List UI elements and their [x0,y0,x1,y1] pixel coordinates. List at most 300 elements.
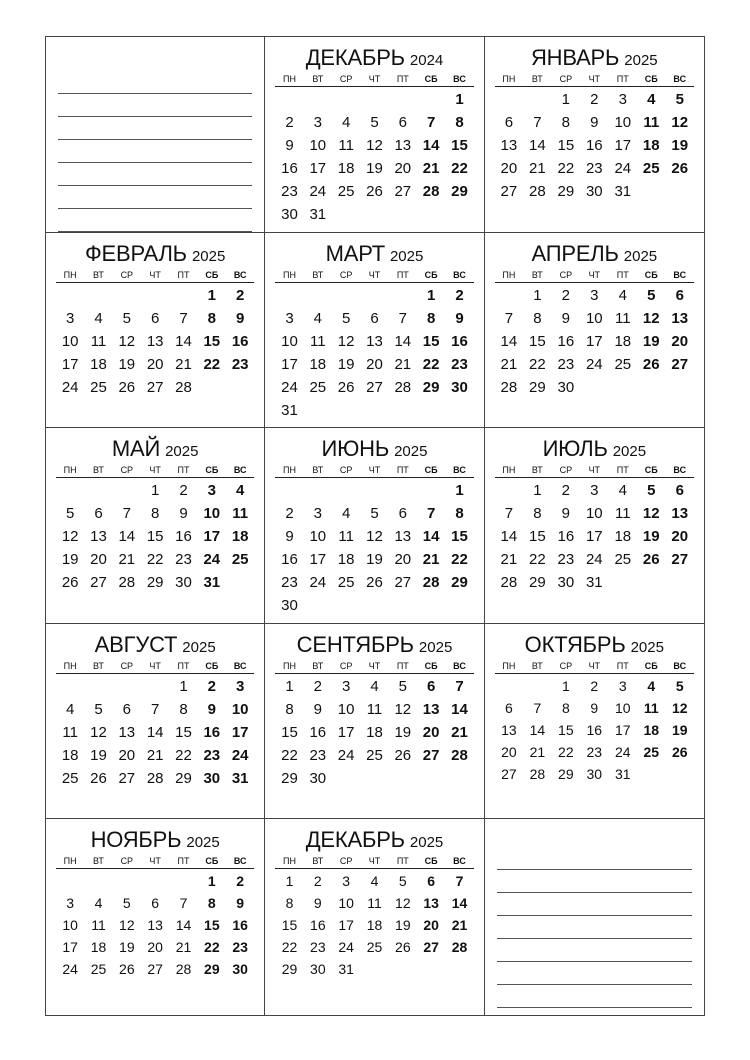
weekday-header: ЧТ [588,465,601,476]
day: 6 [504,114,514,131]
day: 15 [557,137,575,154]
weekday-header: ВТ [531,74,543,84]
day: 1 [179,677,188,695]
day: 16 [281,160,298,177]
day: 29 [146,574,164,592]
day: 3 [285,309,294,327]
weekday-header: ПН [283,269,296,280]
empty-day [56,675,84,698]
month-block [275,434,473,617]
day-grid [275,870,473,980]
day: 29 [529,574,546,592]
day: 31 [615,765,631,782]
empty-day [113,284,141,307]
empty-day [389,88,417,111]
weekend-day: 12 [642,309,660,327]
empty-day [56,870,84,892]
day: 6 [122,700,131,718]
day: 6 [370,309,379,327]
day: 30 [310,961,326,978]
weekend-day: 5 [647,286,656,304]
month-cell [46,428,265,624]
month-title [495,630,694,660]
weekend-day: 18 [231,528,249,546]
day: 16 [175,528,192,546]
day: 14 [394,332,412,350]
weekend-day: 12 [671,114,689,131]
day: 1 [561,91,570,108]
month-year: 2025 [612,443,647,461]
day: 4 [313,309,322,327]
note-line [58,186,252,209]
month-name: ФЕВРАЛЬ [85,240,187,266]
weekday-header: ВС [453,856,466,867]
day: 14 [529,137,546,154]
weekend-day: 11 [232,505,249,523]
empty-day [495,284,523,307]
day: 14 [529,721,546,738]
day: 11 [615,505,631,523]
month-block [56,825,254,980]
day: 23 [281,183,298,200]
weekday-header: ПТ [396,74,409,84]
day: 1 [533,482,542,500]
day: 12 [61,528,79,546]
day: 25 [614,355,632,373]
day: 8 [533,505,542,523]
day: 17 [337,723,355,741]
day: 26 [366,183,383,200]
weekday-header: ПТ [396,465,409,476]
day: 26 [366,574,383,592]
month-title [275,43,473,73]
day: 4 [618,482,627,500]
month-name: ОКТЯБРЬ [524,631,626,657]
day: 6 [398,505,407,523]
weekday-header-row [275,269,473,283]
day-grid [495,88,694,203]
weekday-header-row [56,660,254,674]
day: 19 [395,917,411,934]
empty-day [141,284,169,307]
month-block [495,239,694,399]
day: 21 [529,160,546,177]
weekend-day: 28 [451,746,468,764]
day: 15 [529,528,546,546]
weekend-day: 9 [236,895,245,912]
weekend-day: 28 [422,574,440,592]
day: 16 [586,721,603,738]
day: 13 [394,528,412,546]
weekday-header: ВС [453,660,466,671]
weekday-header: ВТ [93,660,104,671]
day: 6 [151,895,160,912]
weekend-day: 13 [671,309,689,327]
weekend-day: 8 [207,895,216,912]
weekend-day: 16 [203,723,221,741]
empty-day [360,479,388,502]
weekend-day: 6 [675,482,684,500]
weekday-header: СР [339,856,353,867]
empty-day [169,870,197,892]
weekday-header: СБ [205,465,219,476]
weekend-day: 22 [451,160,468,177]
empty-day [417,479,445,502]
weekend-day: 1 [207,286,216,304]
day: 9 [561,309,570,327]
empty-day [360,88,388,111]
day: 13 [366,332,383,350]
empty-day [84,870,112,892]
empty-day [84,675,112,698]
day: 22 [146,551,164,569]
day: 19 [119,939,135,956]
day: 30 [586,765,603,782]
day: 23 [310,939,326,956]
day: 17 [585,332,603,350]
empty-day [56,284,84,307]
day: 5 [370,114,379,131]
day: 17 [61,355,79,373]
day: 13 [118,723,136,741]
day: 4 [341,505,351,523]
day: 23 [585,160,603,177]
weekend-day: 30 [232,961,248,978]
day: 7 [122,505,131,523]
day: 5 [122,895,131,912]
day-grid [275,284,473,422]
day: 14 [118,528,136,546]
weekday-header: ПН [502,269,516,280]
day: 27 [501,765,517,782]
day: 17 [585,528,603,546]
calendar-grid [45,36,705,1016]
day: 27 [366,378,383,396]
weekend-day: 17 [203,528,221,546]
day: 21 [118,551,136,569]
weekend-day: 18 [643,721,660,738]
day: 11 [366,700,383,718]
day: 18 [337,551,355,569]
day: 10 [281,332,298,350]
weekend-day: 1 [207,873,216,890]
weekday-header: ВС [673,269,687,280]
day: 28 [394,378,412,396]
day: 3 [590,286,599,304]
day: 7 [179,895,188,912]
weekday-header: ВС [233,269,247,280]
day: 3 [313,505,322,523]
month-name: МАРТ [325,240,385,266]
weekday-header: ПН [283,465,296,476]
weekday-header: ВТ [93,856,104,867]
weekday-header: ЧТ [368,74,381,84]
weekend-day: 26 [671,160,689,177]
empty-day [389,284,417,307]
day: 25 [614,551,632,569]
day: 4 [370,873,379,890]
weekday-header: ПТ [177,856,190,867]
day: 22 [558,743,574,760]
day: 13 [90,528,107,546]
day: 14 [175,332,192,350]
empty-day [84,284,112,307]
month-block [275,43,473,226]
weekend-day: 2 [235,286,245,304]
weekend-day: 2 [236,873,245,890]
weekday-header: СБ [424,660,438,671]
day: 26 [90,769,107,787]
weekend-day: 16 [232,917,248,934]
day: 24 [615,743,631,760]
day: 28 [529,183,546,200]
note-line [497,893,692,916]
month-year: 2025 [624,52,658,69]
day: 2 [285,114,294,131]
weekend-day: 14 [451,895,468,912]
weekend-day: 13 [423,895,439,912]
day: 21 [146,746,164,764]
day: 6 [504,699,513,716]
weekend-day: 13 [422,700,440,718]
day: 29 [558,765,574,782]
day: 24 [309,183,327,200]
weekday-header: ПН [283,856,296,867]
day: 8 [150,505,160,523]
day-grid [56,284,254,399]
note-line [58,209,252,232]
empty-day [113,870,141,892]
weekend-day: 21 [422,160,440,177]
day: 20 [366,355,383,373]
month-cell [46,624,265,820]
weekday-header: СР [339,74,353,84]
empty-day [113,675,141,698]
day: 25 [90,961,107,978]
month-cell [485,624,704,820]
weekday-header: ВТ [93,465,104,476]
month-name: ИЮНЬ [321,436,390,462]
day: 20 [501,743,517,760]
day: 28 [118,574,136,592]
month-year: 2025 [630,638,664,656]
day-grid [275,479,473,617]
weekend-day: 8 [426,309,436,327]
weekday-header: ПН [283,74,296,84]
weekend-day: 23 [232,939,248,956]
empty-day [141,870,169,892]
weekend-day: 1 [455,91,464,108]
weekend-day: 27 [671,355,689,373]
day: 11 [91,917,106,934]
weekday-header-row [495,660,694,674]
day: 24 [309,574,327,592]
empty-day [169,284,197,307]
month-year: 2024 [409,52,444,69]
day: 10 [61,332,79,350]
month-cell [46,233,265,429]
weekday-header: СБ [205,660,219,671]
month-year: 2025 [191,247,226,265]
weekend-day: 1 [455,482,464,500]
empty-day [332,479,360,502]
day: 27 [147,961,163,978]
weekday-header: СР [559,465,573,476]
day: 24 [62,961,78,978]
day-grid [56,870,254,980]
day: 8 [561,114,570,131]
weekday-header-row [495,464,694,478]
day: 2 [561,482,570,500]
weekend-day: 9 [235,309,245,327]
day: 7 [533,114,542,131]
weekday-header: ВС [673,465,687,476]
month-name: АВГУСТ [94,631,178,657]
weekend-day: 8 [207,309,216,327]
month-year: 2025 [389,247,424,265]
day: 13 [501,721,517,738]
month-block [56,434,254,594]
day: 11 [615,309,631,327]
weekday-header: ПН [502,465,516,476]
month-name: НОЯБРЬ [90,827,182,853]
day: 5 [65,505,75,523]
weekend-day: 2 [455,286,464,304]
weekend-day: 31 [231,769,249,787]
day: 17 [309,551,327,569]
day: 31 [281,401,298,419]
empty-day [304,284,332,307]
weekday-header: ПТ [396,856,409,867]
month-block [56,630,254,790]
month-block [275,630,473,790]
weekday-header-row [275,73,473,87]
day: 18 [366,723,383,741]
day: 27 [118,769,136,787]
weekday-header-row [495,73,694,87]
empty-day [275,284,303,307]
day: 11 [338,528,354,546]
notes-lines [58,71,252,232]
day: 10 [309,528,327,546]
weekend-day: 29 [451,574,468,592]
day: 5 [94,700,103,718]
day: 7 [398,309,407,327]
empty-day [332,284,360,307]
day: 9 [561,505,570,523]
weekday-header-row [56,464,254,478]
day: 29 [529,378,546,396]
weekend-day: 27 [422,746,440,764]
weekend-day: 12 [671,699,688,716]
weekday-header: СБ [424,465,438,476]
day: 30 [557,574,575,592]
day: 12 [394,700,412,718]
month-name: МАЙ [111,436,161,462]
month-title [275,825,473,855]
day: 12 [337,332,355,350]
note-line [497,870,692,893]
weekend-day: 10 [203,505,221,523]
month-cell [265,428,484,624]
weekend-day: 15 [451,528,468,546]
weekend-day: 7 [426,114,436,131]
weekend-day: 22 [204,939,220,956]
day: 10 [337,700,355,718]
weekday-header: СБ [424,856,438,867]
day: 29 [281,769,298,787]
empty-day [417,88,445,111]
weekend-day: 10 [231,700,249,718]
weekday-header-row [495,269,694,283]
day: 4 [65,700,75,718]
weekday-header: ПН [63,269,77,280]
day: 3 [618,677,627,694]
weekday-header: ПН [283,660,296,671]
day: 17 [614,137,632,154]
day: 23 [281,574,298,592]
weekend-day: 23 [231,355,249,373]
weekend-day: 22 [451,551,468,569]
weekday-header-row [275,464,473,478]
day: 30 [175,574,192,592]
month-cell [485,37,704,233]
weekend-day: 5 [675,677,684,694]
month-name: ДЕКАБРЬ [305,827,405,853]
day: 17 [281,355,298,373]
day: 3 [618,91,627,108]
day: 2 [313,873,322,890]
day: 31 [309,206,327,223]
day: 7 [150,700,160,718]
weekend-day: 25 [643,743,660,760]
empty-day [275,479,303,502]
weekday-header: ПН [63,856,77,867]
weekend-day: 5 [675,91,684,108]
day: 30 [309,769,327,787]
day: 18 [366,917,383,934]
day: 24 [337,746,355,764]
day: 2 [590,91,599,108]
day: 11 [62,723,78,741]
day: 18 [337,160,355,177]
day: 1 [150,482,160,500]
day: 16 [557,332,575,350]
weekday-header: ЧТ [368,856,381,867]
day: 17 [309,160,327,177]
day: 11 [90,332,107,350]
day: 26 [119,961,135,978]
day: 14 [500,332,518,350]
day: 25 [366,939,383,956]
weekday-header: ВС [233,856,247,867]
day: 27 [394,183,412,200]
empty-day [495,675,523,697]
weekend-day: 9 [455,309,464,327]
weekend-day: 20 [671,332,689,350]
note-line [58,117,252,140]
weekend-day: 1 [426,286,436,304]
day: 10 [585,505,603,523]
weekend-day: 20 [423,917,439,934]
day: 16 [281,551,298,569]
day: 19 [394,723,412,741]
month-name: ДЕКАБРЬ [305,45,405,70]
weekday-header: СБ [424,269,438,280]
day: 21 [175,939,192,956]
weekday-header: ПН [63,465,77,476]
day: 3 [66,895,75,912]
